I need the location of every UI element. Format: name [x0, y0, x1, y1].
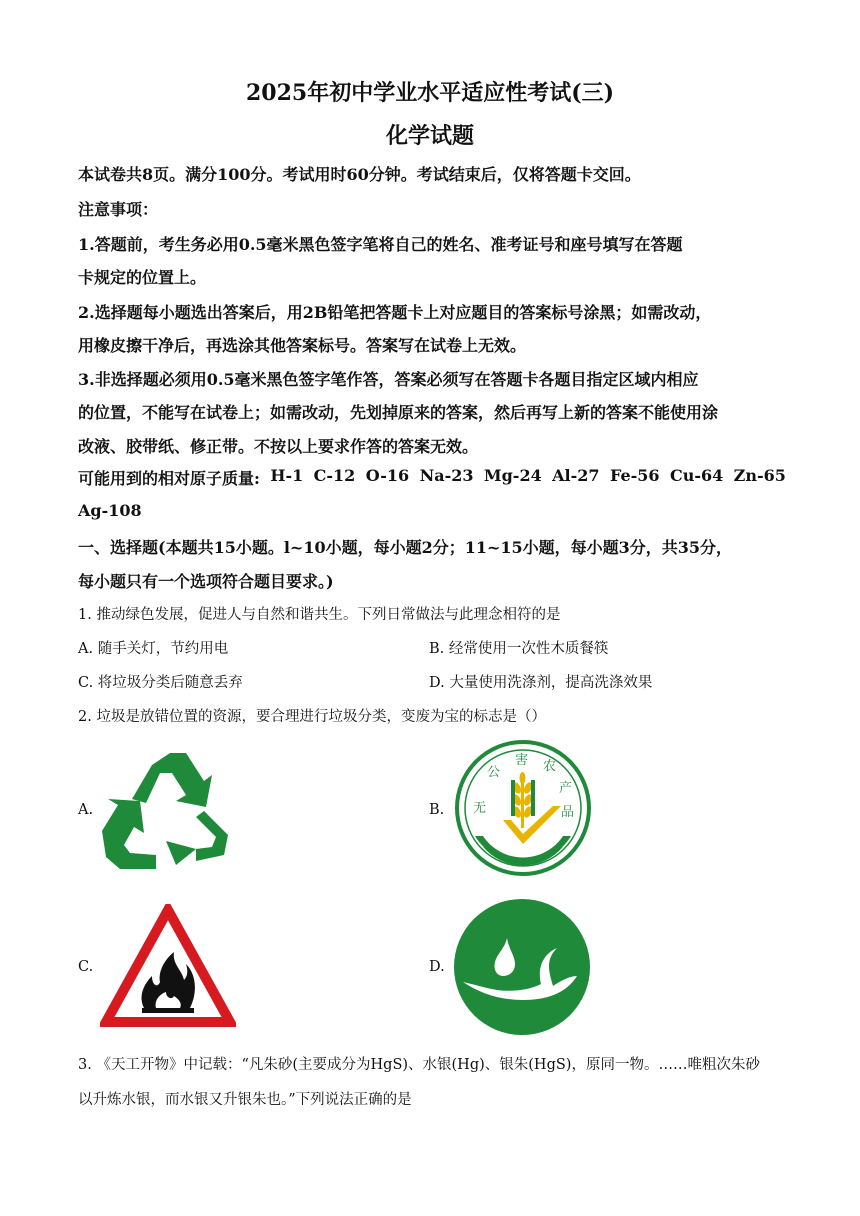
question-1-option-c[interactable]: C. 将垃圾分类后随意丢弃	[78, 675, 243, 691]
atomic-mass-item: Cu-64	[669, 466, 724, 485]
question-2-stem: 2. 垃圾是放错位置的资源，要合理进行垃圾分类，变废为宝的标志是（）	[78, 709, 546, 725]
intro-text: 本试卷共8页。满分100分。考试用时60分钟。考试结束后，仅将答题卡交回。	[78, 165, 641, 184]
question-3-stem-cont: 以升炼水银，而水银又升银朱也。”下列说法正确的是	[78, 1092, 412, 1108]
notice-line: 改液、胶带纸、修正带。不按以上要求作答的答案无效。	[78, 437, 479, 456]
atomic-mass-item: Al-27	[552, 466, 600, 485]
atomic-mass-item: Na-23	[419, 466, 474, 485]
atomic-mass-item: C-12	[313, 466, 356, 485]
atomic-mass-item: O-16	[365, 466, 410, 485]
atomic-mass-overflow: Ag-108	[78, 501, 142, 520]
water-saving-logo[interactable]	[453, 898, 591, 1036]
question-3-stem: 3. 《天工开物》中记载：“凡朱砂(主要成分为HgS)、水银(Hg)、银朱(HgS)，原同一物。……唯粗次朱砂	[78, 1057, 760, 1073]
atomic-mass-label: 可能用到的相对原子质量:	[78, 469, 260, 488]
atomic-mass-line	[78, 466, 786, 489]
atomic-mass-item: H-1	[270, 466, 304, 485]
page-title: 2025年初中学业水平适应性考试(三)	[245, 80, 615, 106]
recycle-icon[interactable]	[100, 745, 234, 871]
logo-char: 无	[473, 801, 487, 816]
pollution-free-agricultural-product-logo[interactable]	[455, 740, 591, 876]
question-1-option-b[interactable]: B. 经常使用一次性木质餐筷	[429, 641, 609, 657]
notice-line: 的位置，不能写在试卷上；如需改动，先划掉原来的答案，然后再写上新的答案不能使用涂	[78, 403, 719, 422]
notice-line: 3.非选择题必须用0.5毫米黑色签字笔作答，答案必须写在答题卡各题目指定区域内相应	[78, 370, 699, 389]
logo-char: 产	[559, 781, 573, 796]
question-2-option-b-label[interactable]: B.	[429, 802, 445, 818]
question-2-option-c-label[interactable]: C.	[78, 959, 94, 975]
page-subtitle: 化学试题	[385, 123, 474, 149]
flammable-warning-icon[interactable]	[100, 904, 236, 1030]
question-1-option-a[interactable]: A. 随手关灯，节约用电	[78, 641, 229, 657]
notice-line: 卡规定的位置上。	[78, 268, 207, 287]
notice-line: 2.选择题每小题选出答案后，用2B铅笔把答题卡上对应题目的答案标号涂黑；如需改动，	[78, 303, 712, 322]
notice-line: 1.答题前，考生务必用0.5毫米黑色签字笔将自己的姓名、准考证号和座号填写在答题	[78, 235, 683, 254]
notice-line: 用橡皮擦干净后，再选涂其他答案标号。答案写在试卷上无效。	[78, 336, 527, 355]
logo-char: 公	[487, 765, 501, 780]
question-1-stem: 1. 推动绿色发展，促进人与自然和谐共生。下列日常做法与此理念相符的是	[78, 607, 561, 623]
logo-char: 农	[543, 759, 557, 774]
section-heading: 一、选择题(本题共15小题。l~10小题，每小题2分；11~15小题，每小题3分，共35分，	[78, 538, 733, 557]
question-2-option-d-label[interactable]: D.	[429, 959, 445, 975]
question-1-option-d[interactable]: D. 大量使用洗涤剂，提高洗涤效果	[429, 675, 653, 691]
question-2-option-a-label[interactable]: A.	[78, 802, 94, 818]
atomic-mass-item: Mg-24	[483, 466, 542, 485]
atomic-mass-item: Fe-56	[609, 466, 660, 485]
logo-char: 品	[561, 805, 575, 820]
section-heading-cont: 每小题只有一个选项符合题目要求。)	[78, 572, 334, 591]
logo-char: 害	[515, 753, 529, 768]
atomic-mass-item: Zn-65	[733, 466, 786, 485]
notice-heading: 注意事项：	[78, 200, 159, 219]
